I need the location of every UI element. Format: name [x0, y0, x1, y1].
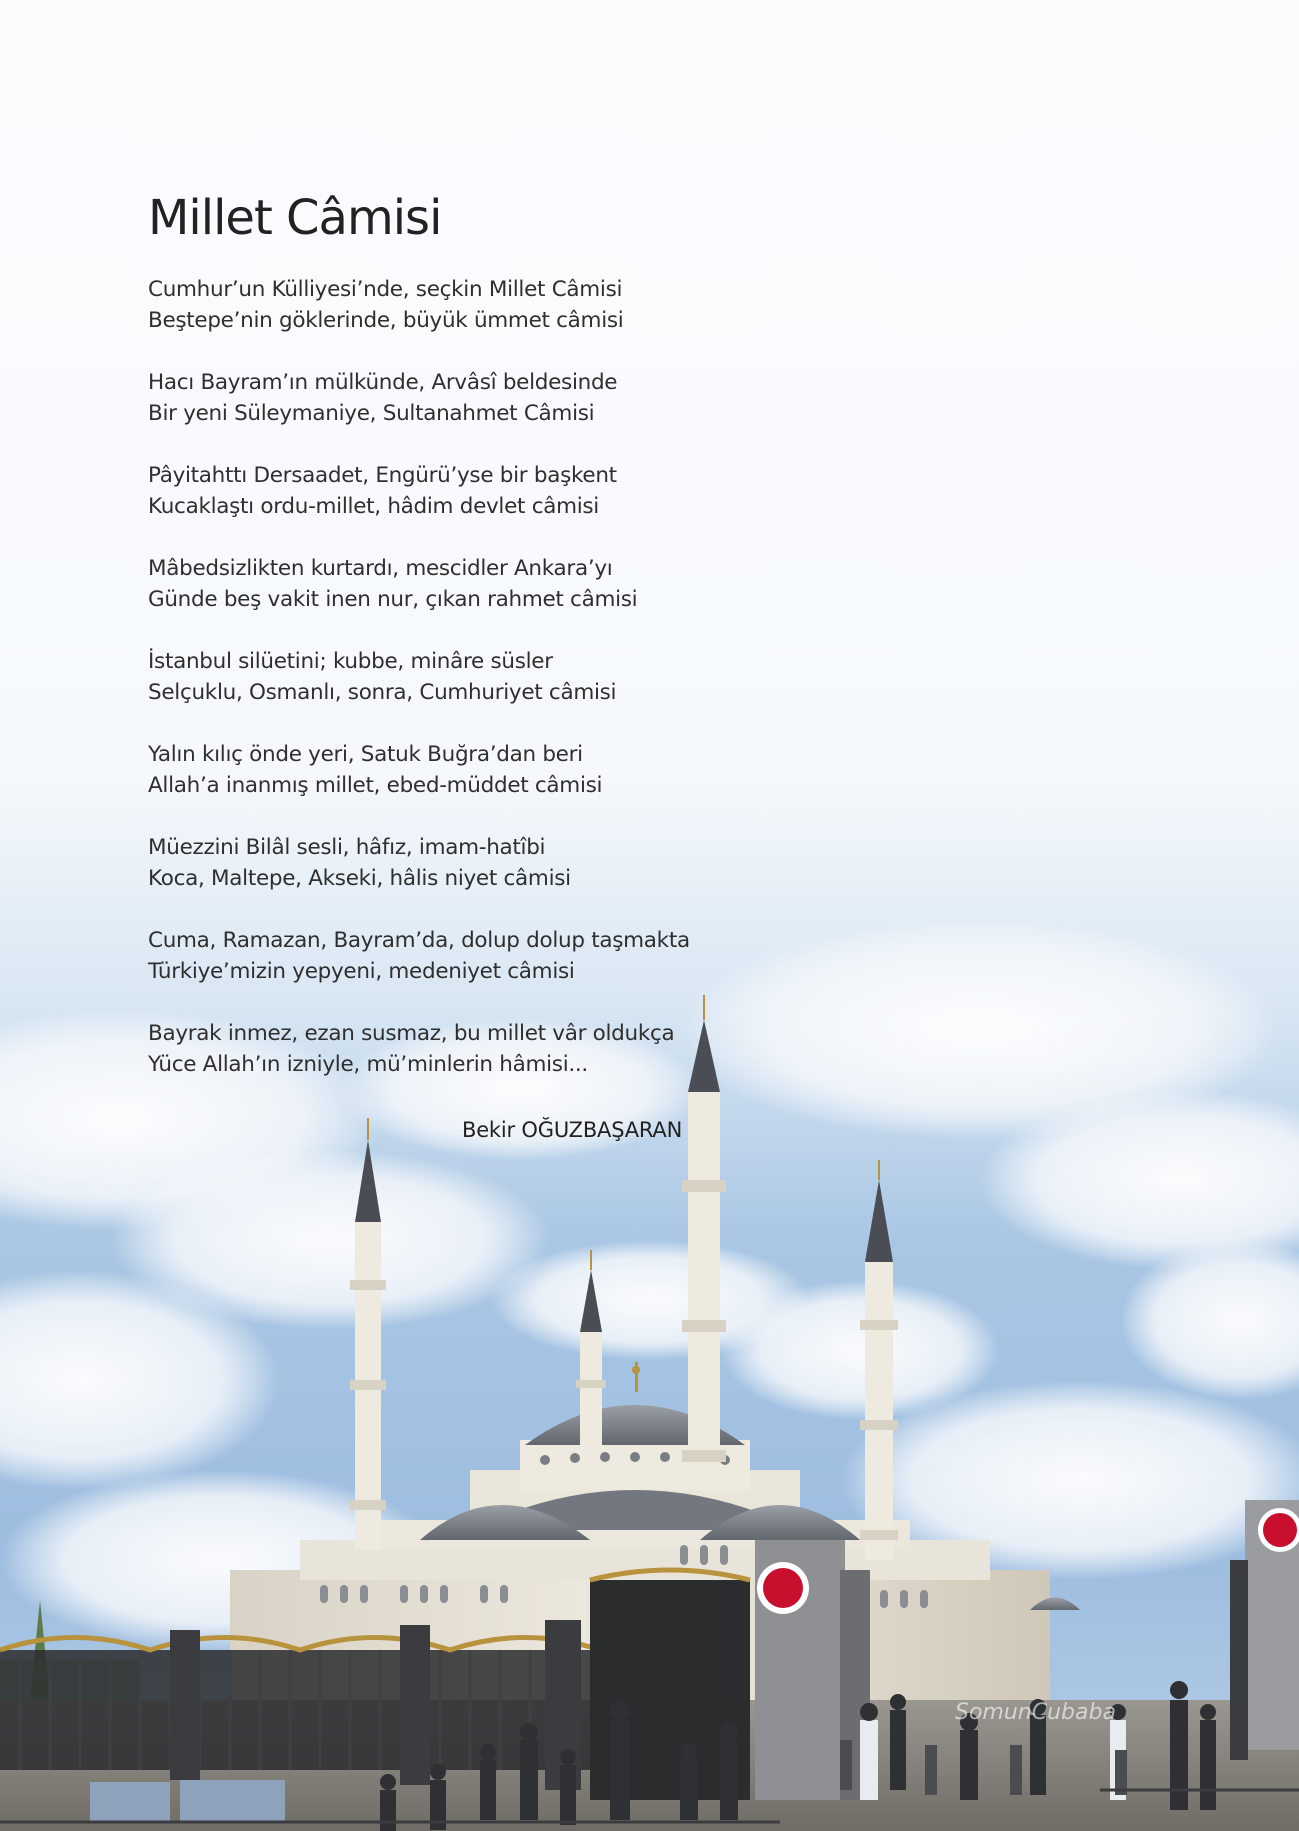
verse-line: Koca, Maltepe, Akseki, hâlis niyet câmisi: [148, 866, 571, 891]
verse-line: Pâyitahttı Dersaadet, Engürü’yse bir başkent: [148, 463, 617, 488]
stanza: [148, 274, 848, 336]
poem-author: Bekir OĞUZBAŞARAN: [462, 1118, 683, 1142]
poem-title: Millet Câmisi: [148, 190, 442, 246]
verse-line: Bir yeni Süleymaniye, Sultanahmet Câmisi: [148, 401, 595, 426]
verse-line: Hacı Bayram’ın mülkünde, Arvâsî beldesinde: [148, 370, 618, 395]
stanza: [148, 646, 848, 708]
verse-line: Mâbedsizlikten kurtardı, mescidler Ankara’yı: [148, 556, 613, 581]
stanza: [148, 460, 848, 522]
verse-line: Allah’a inanmış millet, ebed-müddet câmisi: [148, 773, 603, 798]
verse-line: Selçuklu, Osmanlı, sonra, Cumhuriyet câmisi: [148, 680, 617, 705]
verse-line: Bayrak inmez, ezan susmaz, bu millet vâr oldukça: [148, 1021, 675, 1046]
verse-line: Beştepe’nin göklerinde, büyük ümmet câmisi: [148, 308, 624, 333]
stanza: [148, 832, 848, 894]
verse-line: Türkiye’mizin yepyeni, medeniyet câmisi: [148, 959, 575, 984]
stanza: [148, 925, 848, 987]
verse-line: Yalın kılıç önde yeri, Satuk Buğra’dan beri: [148, 742, 583, 767]
verse-line: Cuma, Ramazan, Bayram’da, dolup dolup taşmakta: [148, 928, 690, 953]
poem: [148, 188, 848, 1111]
verse-line: Yüce Allah’ın izniyle, mü’minlerin hâmisi...: [148, 1052, 588, 1077]
photo-watermark: SomunCubaba: [955, 1700, 1116, 1725]
stanza: [148, 367, 848, 429]
verse-line: Günde beş vakit inen nur, çıkan rahmet câmisi: [148, 587, 638, 612]
verse-line: Kucaklaştı ordu-millet, hâdim devlet câmisi: [148, 494, 599, 519]
stanza: [148, 1018, 848, 1080]
stanza: [148, 553, 848, 615]
verse-line: Müezzini Bilâl sesli, hâfız, imam-hatîbi: [148, 835, 546, 860]
stanza: [148, 739, 848, 801]
verse-line: Cumhur’un Külliyesi’nde, seçkin Millet Câmisi: [148, 277, 623, 302]
verse-line: İstanbul silüetini; kubbe, minâre süsler: [148, 649, 553, 674]
